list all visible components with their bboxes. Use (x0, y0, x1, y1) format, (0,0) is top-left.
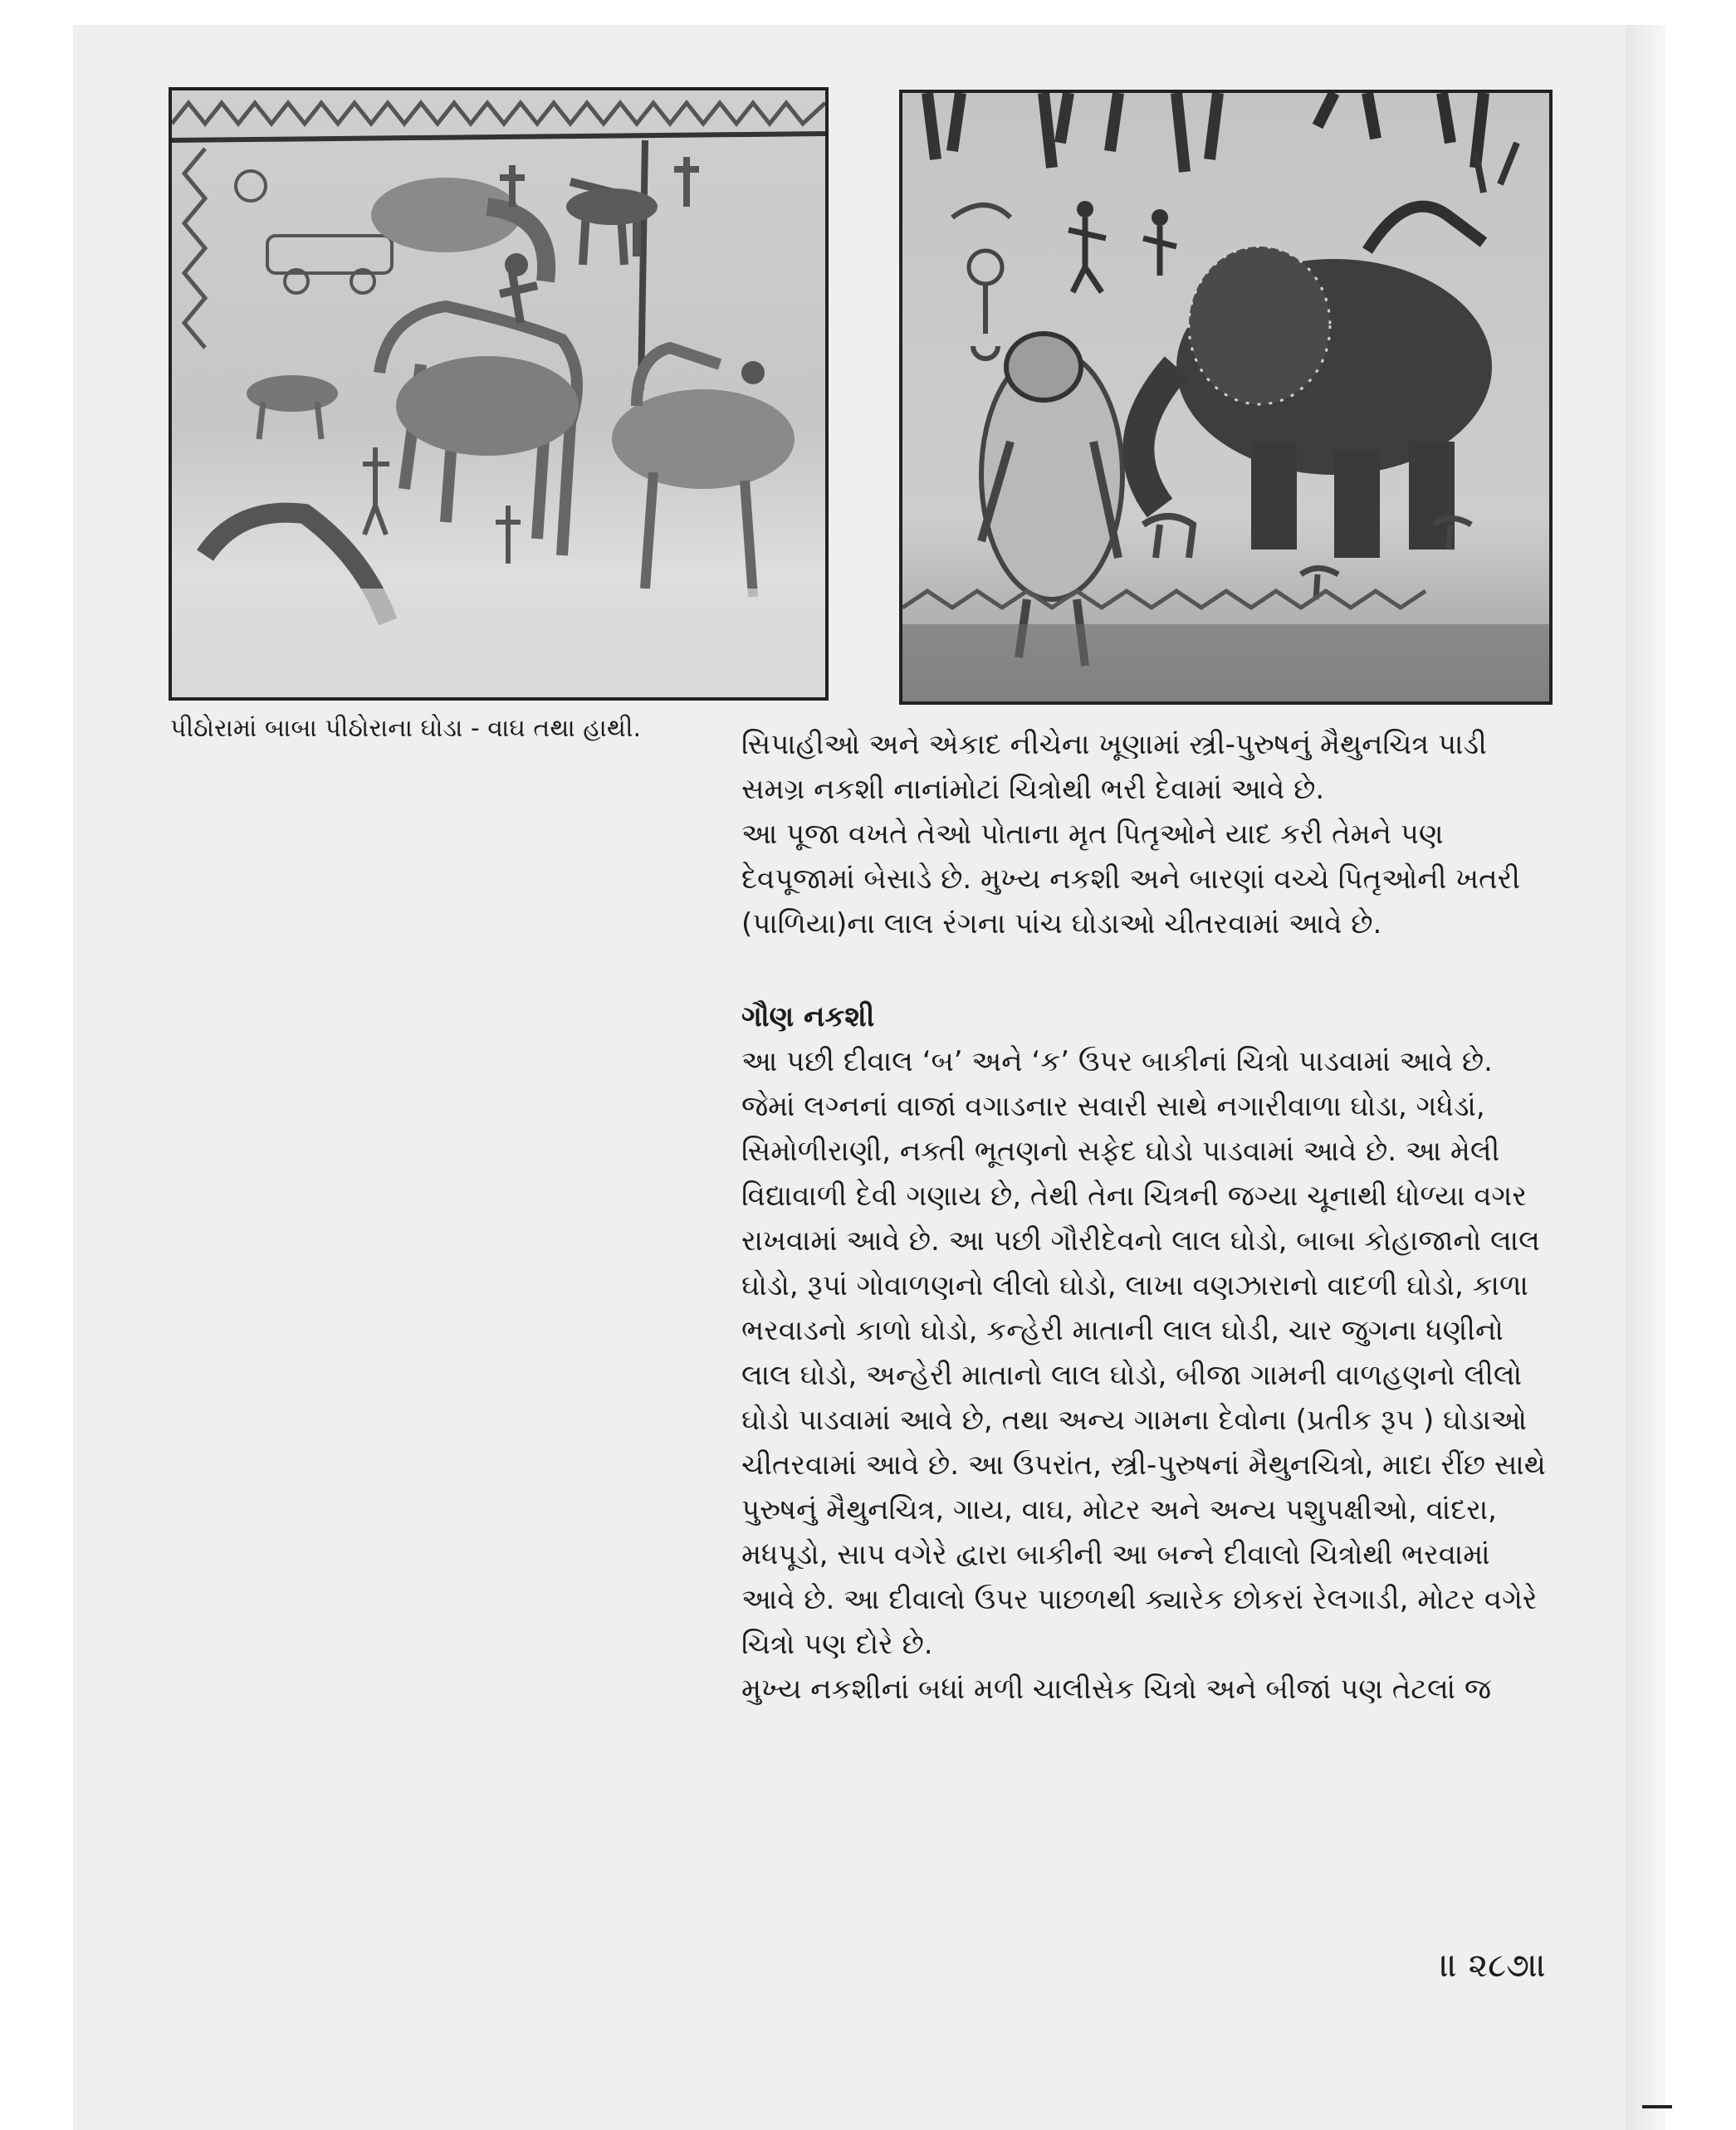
paragraph: મુખ્ય નકશીનાં બધાં મળી ચાલીસેક ચિત્રો અને બીજાં પણ તેટલાં જ (741, 1673, 1492, 1706)
section-heading: ગૌણ નકશી (741, 1000, 875, 1033)
tiger-elephant-photo (899, 90, 1553, 705)
paragraph: આ પૂજા વખતે તેઓ પોતાના મૃત પિતૃઓને યાદ કરી તેમને પણ દેવપૂજામાં બેસાડે છે. મુખ્ય નકશી અને બારણાં વચ્ચે પિતૃઓની ખતરી (પાળિયા)ના લાલ રંગના પાંચ ઘોડાઓ ચીતરવામાં આવે છે. (741, 818, 1520, 940)
paragraph: સિપાહીઓ અને એકાદ નીચેના ખૂણામાં સ્ત્રી-પુરુષનું મૈથુનચિત્ર પાડી સમગ્ર નકશી નાનાંમોટાં ચિત્રોથી ભરી દેવામાં આવે છે. (741, 728, 1487, 806)
page-number: ॥ ૨૮૭॥ (1440, 1947, 1547, 1985)
page-edge (1626, 25, 1665, 2130)
paragraph: આ પછી દીવાલ ‘બ’ અને ‘ક’ ઉપર બાકીનાં ચિત્રો પાડવામાં આવે છે. જેમાં લગ્નનાં વાજાં વગાડનાર સવારી સાથે નગારીવાળા ઘોડા, ગધેડાં, સિમોળીરાણી, નક્તી ભૂતણનો સફેદ ઘોડો પાડવામાં આવે છે. આ મેલી વિદ્યાવાળી દેવી ગણાય છે, તેથી તેના ચિત્રની જગ્યા ચૂનાથી ધોળ્યા વગર રાખવામાં આવે છે. આ પછી ગૌરીદેવનો લાલ ઘોડો, બાબા કોહાજાનો લાલ ઘોડો, રૂપાં ગોવાળણનો લીલો ઘોડો, લાખા વણઝારાનો વાદળી ઘોડો, કાળા ભરવાડનો કાળો ઘોડો, કન્હેરી માતાની લાલ ઘોડી, ચાર જુગના ધણીનો લાલ ઘોડો, અન્હેરી માતાનો લાલ ઘોડો, બીજા ગામની વાળહણનો લીલો ઘોડો પાડવામાં આવે છે, તથા અન્ય ગામના દેવોના (પ્રતીક રૂપ ) ઘોડાઓ ચીતરવામાં આવે છે. આ ઉપરાંત, સ્ત્રી-પુરુષનાં મૈથુનચિત્રો, માદા રીંછ સાથે પુરુષનું મૈથુનચિત્ર, ગાય, વાઘ, મોટર અને અન્ય પશુપક્ષીઓ, વાંદરા, મધપૂડો, સાપ વગેરે દ્વારા બાકીની આ બન્ને દીવાલો ચિત્રોથી ભરવામાં આવે છે. આ દીવાલો ઉપર પાછળથી ક્યારેક છોકરાં રેલગાડી, મોટર વગેરે ચિત્રો પણ દોરે છે. (741, 1045, 1546, 1661)
edge-mark (1642, 2105, 1672, 2108)
photo-caption: પીઠોરામાં બાબા પીઠોરાના ઘોડા - વાઘ તથા હાથી. (170, 714, 642, 743)
article-body (741, 722, 1547, 1712)
pithora-horses-photo (169, 87, 829, 701)
